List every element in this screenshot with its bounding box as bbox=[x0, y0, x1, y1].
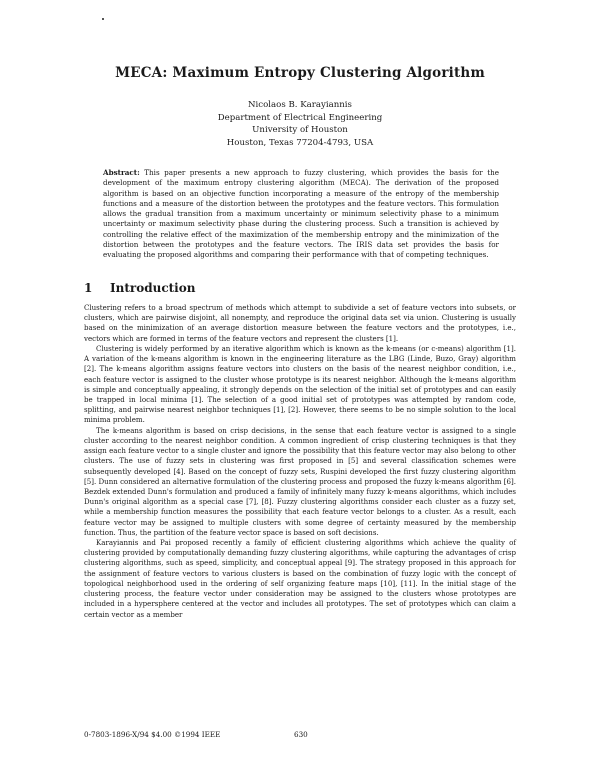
page-number: 630 bbox=[294, 730, 308, 739]
paper-title: MECA: Maximum Entropy Clustering Algorithm bbox=[115, 65, 485, 81]
paragraph: Clustering refers to a broad spectrum of methods which attempt to subdivide a set of feature vectors into subsets, or clusters, which are pairwise disjoint, all nonempty, and reproduce the original data set via union. Clustering is usually based on the minimization of an average distortion measure between the feature vectors and the prototypes, i.e., vectors which are formed in terms of the feature vectors and represent the clusters [1]. bbox=[84, 303, 516, 343]
paragraph: The k-means algorithm is based on crisp decisions, in the sense that each feature vector is assigned to a single cluster according to the nearest neighbor condition. A common ingredient of crisp clustering techniques is that they assign each feature vector to a single cluster and ignore the possibility that this feature vector may also belong to other clusters. The use of fuzzy sets in clustering was first proposed in [5] and several classification schemes were subsequently developed [4]. Based on the concept of fuzzy sets, Ruspini developed the first fuzzy clustering algorithm [5]. Dunn considered an alternative formulation of the clustering process and proposed the fuzzy k-means algorithm [6]. Bezdek extended Dunn's formulation and produced a family of infinitely many fuzzy k-means algorithms, which includes Dunn's original algorithm as a special case [7], [8]. Fuzzy clustering algorithms consider each cluster as a fuzzy set, while a membership function measures the possibility that each feature vector belongs to a cluster. As a result, each feature vector may be assigned to multiple clusters with some degree of certainty measured by the membership function. Thus, the partition of the feature vector space is based on soft decisions. bbox=[84, 425, 516, 537]
section-number: 1 bbox=[84, 281, 93, 295]
paragraph: Karayiannis and Pai proposed recently a family of efficient clustering algorithms which achieve the quality of clustering provided by computationally demanding fuzzy clustering algorithms, while capturing the advantages of crisp clustering algorithms, such as speed, simplicity, and conceptual appeal [9]. The strategy proposed in this approach for the assignment of feature vectors to various clusters is based on the combination of fuzzy logic with the concept of topological neighborhood used in the ordering of self organizing feature maps [10], [11]. In the initial stage of the clustering process, the feature vector under consideration may be assigned to the clusters whose prototypes are included in a hypersphere centered at the vector and includes all prototypes. The set of prototypes which can claim a certain vector as a member bbox=[84, 538, 516, 619]
section-heading bbox=[84, 281, 195, 295]
author-university: University of Houston bbox=[252, 125, 348, 135]
author-address: Houston, Texas 77204-4793, USA bbox=[226, 137, 374, 148]
author-block bbox=[0, 99, 600, 149]
author-name: Nicolaos B. Karayiannis bbox=[248, 100, 352, 110]
abstract bbox=[103, 168, 499, 261]
section-title: Introduction bbox=[110, 281, 196, 295]
copyright-code: 0-7803-1896-X/94 $4.00 ©1994 IEEE bbox=[84, 730, 221, 739]
scan-speck bbox=[102, 18, 104, 20]
abstract-text: This paper presents a new approach to fuzzy clustering, which provides the basis for the development of the maximum entropy clustering algorithm (MECA). The derivation of the proposed algorithm is based on an objective function incorporating a measure of the entropy of the membership functions and a measure of the distortion between the prototypes and the feature vectors. This formulation allows the gradual transition from a maximum uncertainty or minimum selectivity phase to a minimum uncertainty or maximum selectivity phase during the clustering process. Such a transition is achieved by controlling the relative effect of the maximization of the membership entropy and the minimization of the distortion between the prototypes and the feature vectors. The IRIS data set provides the basis for evaluating the proposed algorithms and comparing their performance with that of competing techniques. bbox=[103, 168, 499, 260]
paragraph: Clustering is widely performed by an iterative algorithm which is known as the k-means (or c-means) algorithm [1]. A variation of the k-means algorithm is known in the engineering literature as the LBG (Linde, Buzo, Gray) algorithm [2]. The k-means algorithm assigns feature vectors into clusters on the basis of the nearest neighbor condition, i.e., each feature vector is assigned to the cluster whose prototype is its nearest neighbor. Although the k-means algorithm is simple and conceptually appealing, it strongly depends on the selection of the initial set of prototypes and can easily be trapped in local minima [1]. The selection of a good initial set of prototypes was attempted by random code, splitting, and pairwise nearest neighbor techniques [1], [2]. However, there seems to be no simple solution to the local minima problem. bbox=[84, 343, 516, 425]
section-body bbox=[84, 303, 516, 620]
abstract-label: Abstract: bbox=[103, 168, 140, 177]
author-department: Department of Electrical Engineering bbox=[217, 112, 383, 123]
